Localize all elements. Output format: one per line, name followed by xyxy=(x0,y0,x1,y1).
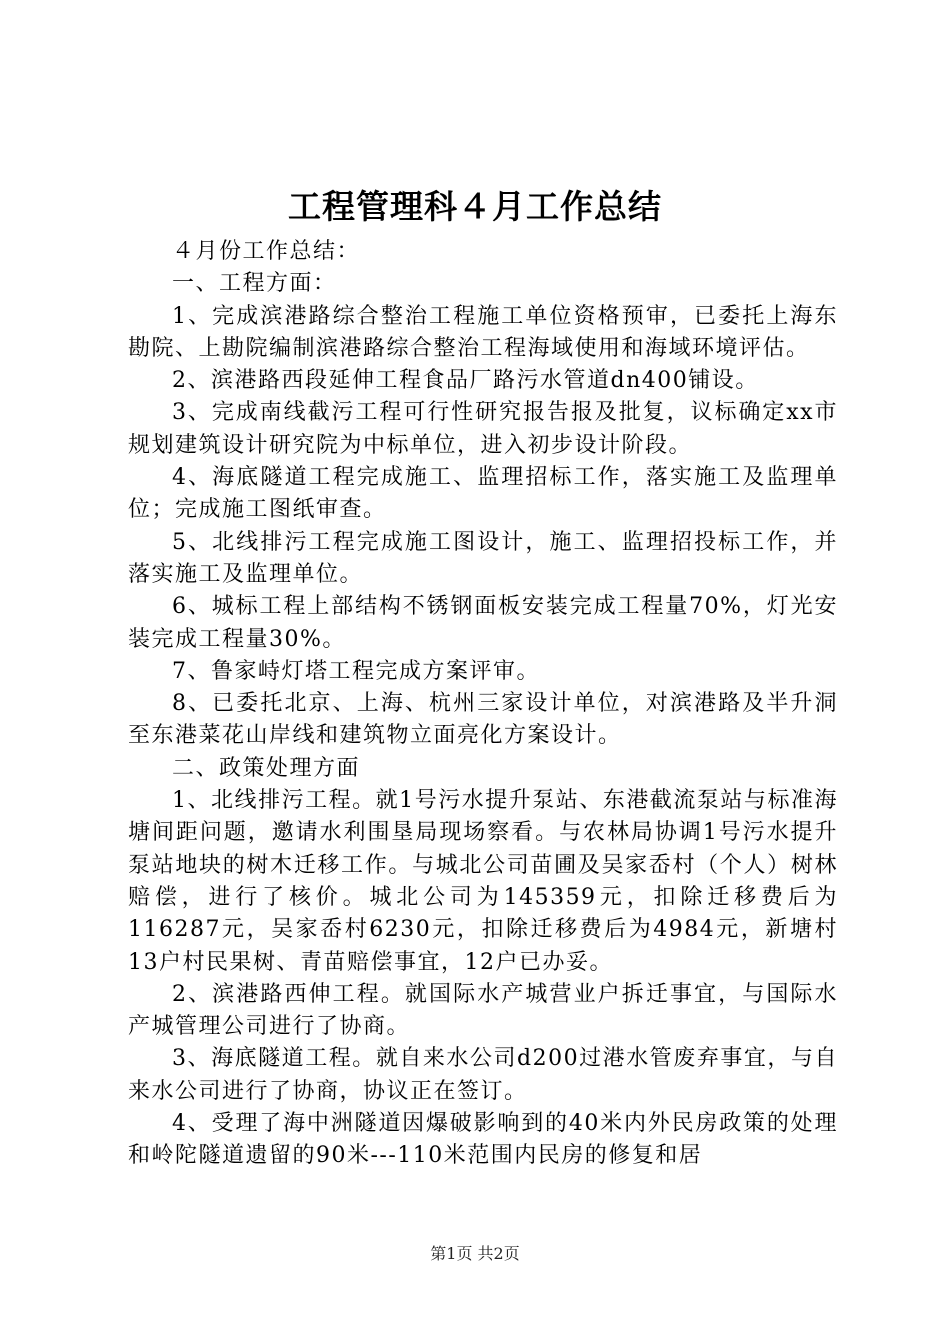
engineering-item-6: 6、城标工程上部结构不锈钢面板安装完成工程量70%，灯光安装完成工程量30%。 xyxy=(128,594,838,652)
engineering-item-5: 5、北线排污工程完成施工图设计，施工、监理招投标工作，并落实施工及监理单位。 xyxy=(128,529,838,587)
document-body xyxy=(128,236,838,1173)
policy-item-4: 4、受理了海中洲隧道因爆破影响到的40米内外民房政策的处理和岭陀隧道遗留的90米---110米范围内民房的修复和居 xyxy=(128,1111,838,1169)
policy-item-1: 1、北线排污工程。就1号污水提升泵站、东港截流泵站与标准海塘间距问题，邀请水利围垦局现场察看。与农林局协调1号污水提升泵站地块的树木迁移工作。与城北公司苗圃及吴家岙村（个人）树林赔偿，进行了核价。城北公司为145359元，扣除迁移费后为116287元，吴家岙村6230元，扣除迁移费后为4984元，新塘村13户村民果树、青苗赔偿事宜，12户已办妥。 xyxy=(128,788,838,975)
intro-line: ４月份工作总结： xyxy=(172,239,361,264)
engineering-item-1: 1、完成滨港路综合整治工程施工单位资格预审，已委托上海东勘院、上勘院编制滨港路综合整治工程海域使用和海域环境评估。 xyxy=(128,303,838,361)
engineering-item-7: 7、鲁家峙灯塔工程完成方案评审。 xyxy=(172,658,540,684)
engineering-item-2: 2、滨港路西段延伸工程食品厂路污水管道dn400铺设。 xyxy=(172,368,759,394)
policy-item-2: 2、滨港路西伸工程。就国际水产城营业户拆迁事宜，与国际水产城管理公司进行了协商。 xyxy=(128,981,838,1040)
engineering-item-8: 8、已委托北京、上海、杭州三家设计单位，对滨港路及半升洞至东港菜花山岸线和建筑物立面亮化方案设计。 xyxy=(128,691,838,749)
engineering-item-3: 3、完成南线截污工程可行性研究报告报及批复，议标确定xx市规划建筑设计研究院为中标单位，进入初步设计阶段。 xyxy=(128,400,838,458)
engineering-item-4: 4、海底隧道工程完成施工、监理招标工作，落实施工及监理单位；完成施工图纸审查。 xyxy=(128,465,838,523)
document-title: 工程管理科４月工作总结 xyxy=(288,187,662,226)
section-heading-policy: 二、政策处理方面 xyxy=(172,755,361,781)
page-number-footer: 第1页 共2页 xyxy=(430,1244,520,1263)
policy-item-3: 3、海底隧道工程。就自来水公司d200过港水管废弃事宜，与自来水公司进行了协商，协议正在签订。 xyxy=(128,1046,838,1104)
section-heading-engineering: 一、工程方面： xyxy=(172,271,337,297)
